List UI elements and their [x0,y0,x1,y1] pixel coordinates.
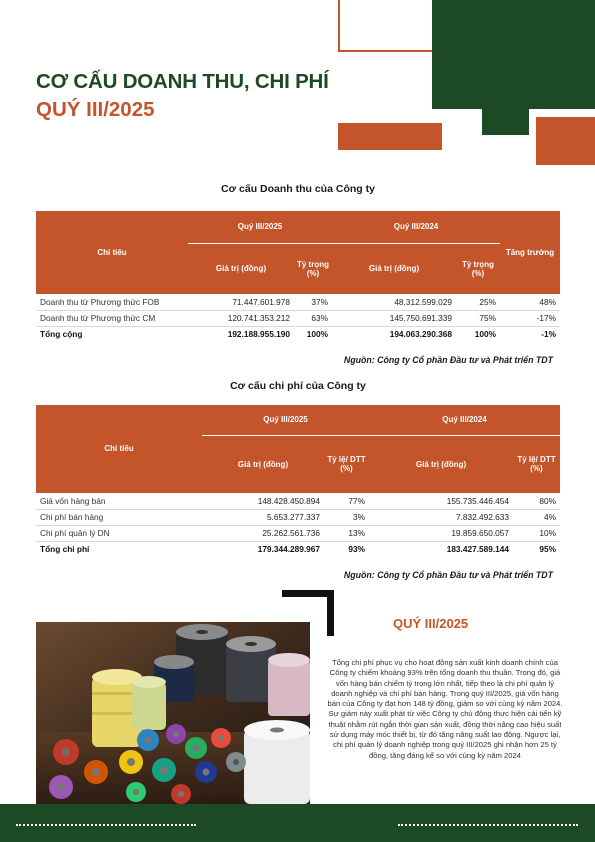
row-label: Tổng chi phí [40,544,90,555]
cell-current-ratio: 3% [324,509,369,525]
cell-current-ratio: 93% [348,544,365,555]
row-label: Tổng cộng [40,329,83,340]
revenue-period-current: Quý III/2025 [188,211,332,243]
cost-col-ratio-previous: Tỷ lệ/ DTT (%) [513,435,560,493]
revenue-source-note: Nguồn: Công ty Cổ phần Đầu tư và Phát triển TDT [343,355,553,365]
page-subtitle: QUÝ III/2025 [36,98,155,121]
cost-table [36,405,560,557]
revenue-col-share-current: Tỷ trọng (%) [294,243,332,294]
cell-growth: 48% [500,294,560,310]
revenue-table [36,211,560,342]
revenue-period-previous: Quý III/2024 [332,211,500,243]
row-label: Doanh thu từ Phương thức CM [36,310,188,326]
cost-period-previous: Quý III/2024 [369,405,560,435]
thread-spools-photo [36,622,310,804]
revenue-col-value-current: Giá trị (đồng) [188,243,294,294]
cell-previous-value: 145.750.691.339 [332,310,456,326]
cell-current-share: 100% [306,329,328,340]
cell-previous-value: 19.859.650.057 [369,525,513,541]
row-label: Chi phí bán hàng [36,509,202,525]
cost-col-value-previous: Giá trị (đồng) [369,435,513,493]
cell-previous-ratio: 10% [513,525,560,541]
table-row [36,525,560,541]
cell-previous-share: 25% [456,294,500,310]
table-total-row [36,326,560,342]
cell-current-value: 25.262.561.736 [202,525,324,541]
cell-previous-value: 194.063.290.368 [389,329,452,340]
cell-current-share: 37% [294,294,332,310]
cost-col-ratio-current: Tỷ lệ/ DTT (%) [324,435,369,493]
commentary-title: QUÝ III/2025 [393,616,469,631]
revenue-col-growth: Tăng trưởng [500,211,560,294]
cost-col-value-current: Giá trị (đồng) [202,435,324,493]
revenue-col-share-previous: Tỷ trọng (%) [456,243,500,294]
cost-period-current: Quý III/2025 [202,405,369,435]
cell-current-value: 120.741.353.212 [188,310,294,326]
table-row [36,493,560,509]
footer-bar [0,804,595,842]
decorative-green-stub [482,109,529,135]
cost-table-title: Cơ cấu chi phí của Công ty [230,380,366,392]
row-label: Doanh thu từ Phương thức FOB [36,294,188,310]
cell-current-value: 148.428.450.894 [202,493,324,509]
cell-previous-share: 75% [456,310,500,326]
cell-previous-value: 7.832.492.633 [369,509,513,525]
revenue-col-value-previous: Giá trị (đồng) [332,243,456,294]
commentary-body: Tổng chi phí phục vụ cho hoạt động sản xuất kinh doanh chính của Công ty chiếm khoảng 93% trên tổng doanh thu thuần. Trong đó, giá vốn hàng bán chiếm tỷ trọng lớn nhất, tiếp theo là chi phí quản lý doanh nghiệp và chi phí bán hàng. Trong quý III/2025, giá vốn hàng bán của Công ty đạt hơn 148 tỷ đồng, giảm so với cùng kỳ năm 2024. Sự giảm này xuất phát từ việc Công ty chủ động thực hiện cải tiến kỹ thuật nhằm rút ngắn thời gian sản xuất, đồng thời nâng cao hiệu suất sử dụng máy móc thiết bị, từ đó tăng năng suất lao động. Ngược lại, chi phí quản lý doanh nghiệp trong quý III/2025 ghi nhận hơn 25 tỷ đồng, tăng đáng kể so với cùng kỳ năm 2024 [327,658,563,760]
page-title: CƠ CẤU DOANH THU, CHI PHÍ [36,70,329,93]
cell-previous-value: 155.735.446.454 [369,493,513,509]
revenue-table-title: Cơ cấu Doanh thu của Công ty [221,183,375,195]
row-label: Giá vốn hàng bán [36,493,202,509]
cell-previous-ratio: 95% [539,544,556,555]
cell-current-value: 71.447.601.978 [188,294,294,310]
decorative-green-block [432,0,595,109]
revenue-col-indicator: Chỉ tiêu [36,211,188,294]
table-row [36,294,560,310]
table-row [36,509,560,525]
row-label: Chi phí quản lý DN [36,525,202,541]
footer-dotted-line-right [398,824,578,826]
cell-previous-value: 183.427.589.144 [446,544,509,555]
decorative-orange-square [536,117,595,165]
cost-source-note: Nguồn: Công ty Cổ phần Đầu tư và Phát triển TDT [343,570,553,580]
cell-growth: -17% [500,310,560,326]
footer-dotted-line-left [16,824,196,826]
cell-current-value: 192.188.955.190 [227,329,290,340]
cell-current-ratio: 13% [324,525,369,541]
cell-previous-ratio: 4% [513,509,560,525]
table-row [36,310,560,326]
cost-col-indicator: Chỉ tiêu [36,405,202,493]
cell-growth: -1% [541,329,556,340]
table-total-row [36,541,560,557]
cell-previous-ratio: 80% [513,493,560,509]
cell-previous-share: 100% [474,329,496,340]
cell-current-value: 5.653.277.337 [202,509,324,525]
cell-current-share: 63% [294,310,332,326]
cell-previous-value: 48.312.599.029 [332,294,456,310]
cell-current-ratio: 77% [324,493,369,509]
decorative-orange-bar [338,123,442,150]
cell-current-value: 179.344.289.967 [257,544,320,555]
